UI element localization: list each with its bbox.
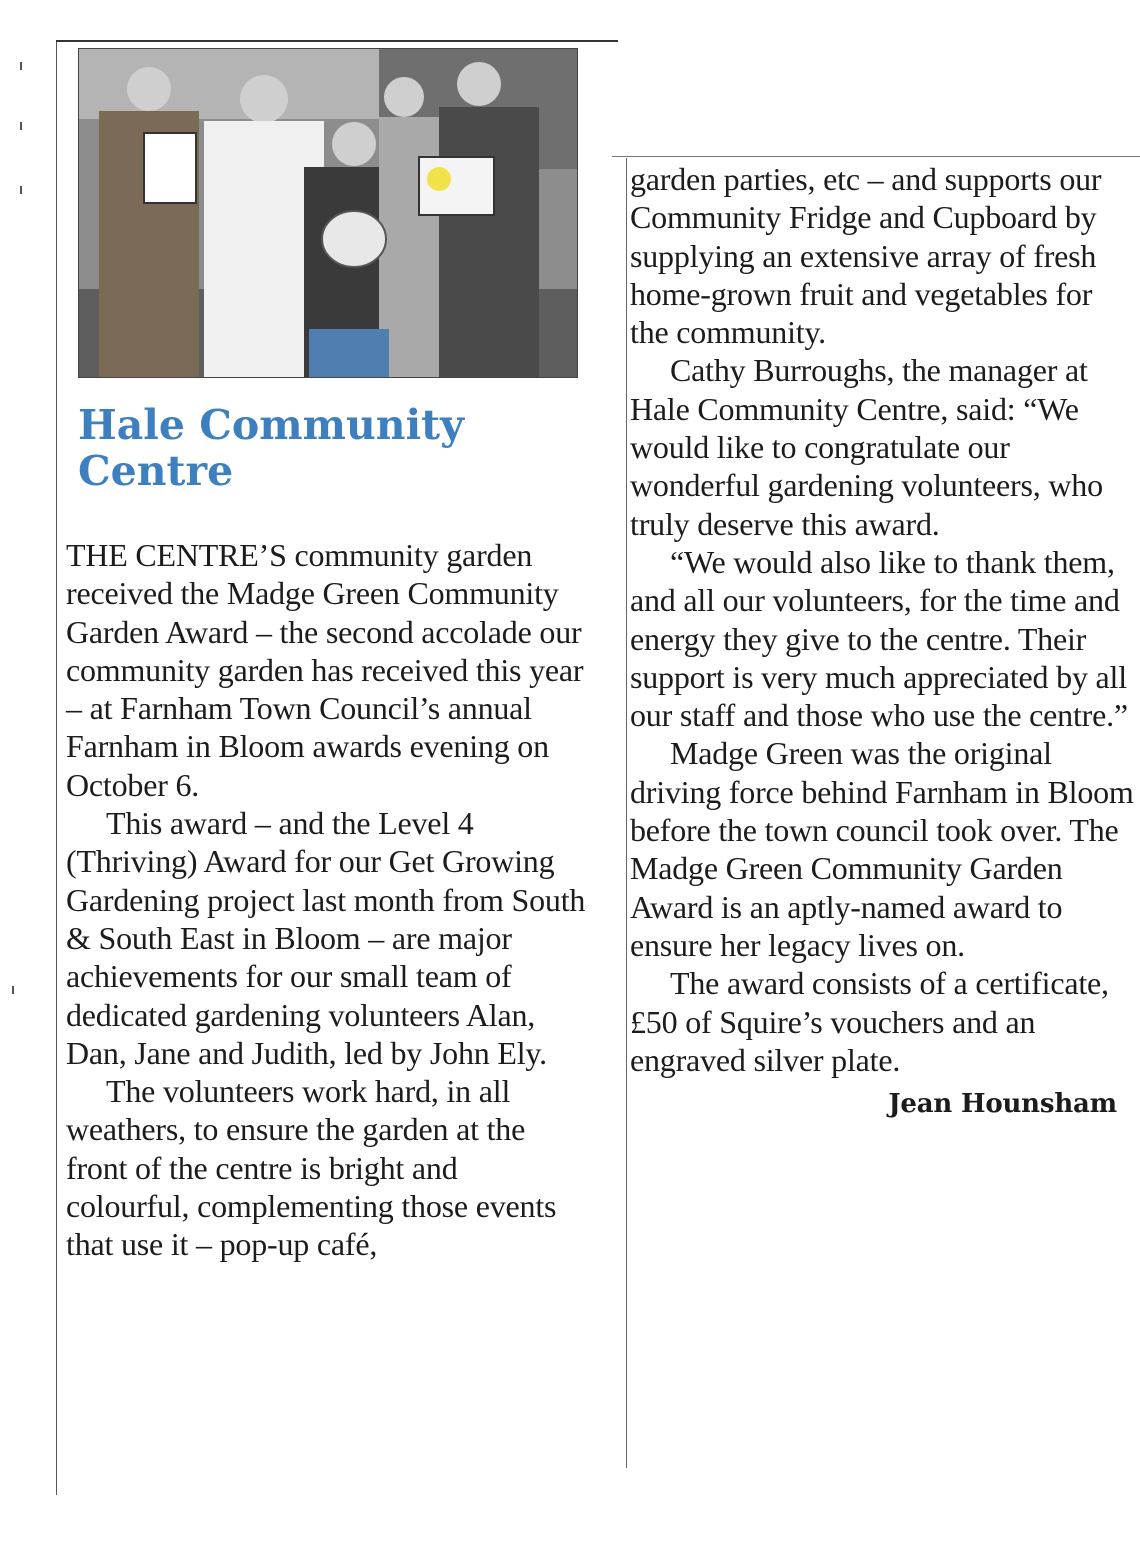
left-clipping-top-edge: [56, 40, 618, 42]
paragraph: Cathy Burroughs, the manager at Hale Community Centre, said: “We would like to congratulate our wonderful gardening volunteers, who truly deserve this award.: [630, 352, 1103, 542]
paragraph: This award – and the Level 4 (Thriving) Award for our Get Growing Gardening project last month from South & South East in Bloom – are major achievements for our small team of dedicated gardening volunteers Alan, Dan, Jane and Judith, led by John Ely.: [66, 805, 586, 1071]
paragraph: garden parties, etc – and supports our Community Fridge and Cupboard by supplying an extensive array of fresh home-grown fruit and vegetables for the community.: [630, 161, 1102, 351]
article-column-right: [630, 160, 1135, 1123]
right-clipping-border: [626, 158, 627, 1468]
paragraph: “We would also like to thank them, and all our volunteers, for the time and energy they give to the centre. Their support is very much appreciated by all our staff and those who use the centre.”: [630, 543, 1128, 734]
byline: Jean Hounsham: [888, 1089, 1117, 1120]
article-headline: Hale Community Centre: [78, 401, 464, 495]
paragraph: Madge Green was the original driving force behind Farnham in Bloom before the town council took over. The Madge Green Community Garden Award is an aptly-named award to ensure her legacy lives on.: [630, 735, 1134, 963]
group-photo-icon: [78, 48, 578, 378]
scan-speck: [12, 986, 14, 994]
paragraph: The volunteers work hard, in all weathers, to ensure the garden at the front of the centre is bright and colourful, complementing those events that use it – pop-up café,: [66, 1073, 557, 1263]
scan-speck: [20, 122, 22, 130]
right-clipping-top-edge: [612, 156, 1140, 157]
scan-speck: [20, 186, 22, 194]
article-column-left: [66, 536, 586, 1264]
scan-speck: [20, 62, 22, 70]
paragraph: THE CENTRE’S community garden received the Madge Green Community Garden Award – the second accolade our community garden has received this year – at Farnham Town Council’s annual Farnham in Bloom awards evening on October 6.: [66, 537, 584, 803]
paragraph: The award consists of a certificate, £50 of Squire’s vouchers and an engraved silver plate.: [630, 965, 1109, 1078]
